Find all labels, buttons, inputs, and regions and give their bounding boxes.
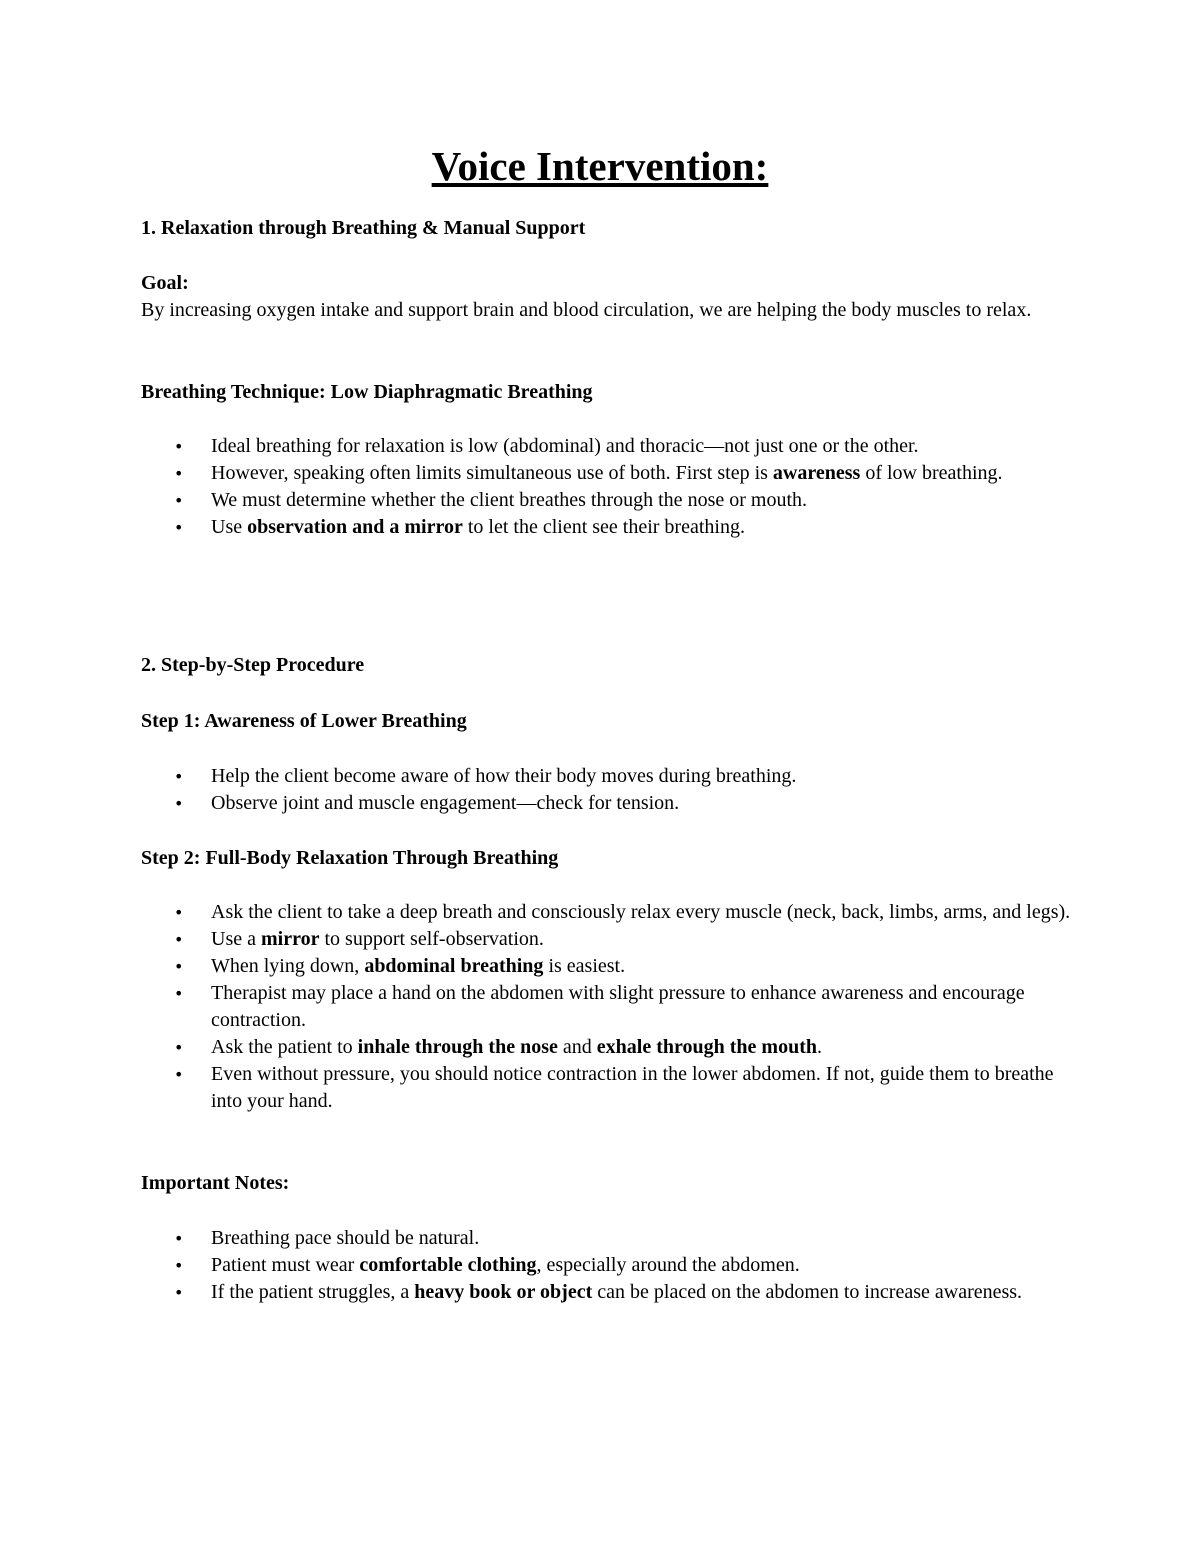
list-item: • Ideal breathing for relaxation is low (abdominal) and thoracic—not just one or the other. (0, 433, 1071, 460)
goal-text: By increasing oxygen intake and support brain and blood circulation, we are helping the body muscles to relax. (141, 299, 1032, 321)
list-item: • Therapist may place a hand on the abdomen with slight pressure to enhance awareness and encourage contraction. (0, 980, 1071, 1034)
step2-heading: Step 2: Full-Body Relaxation Through Breathing (141, 847, 559, 869)
step1-list (0, 763, 1200, 817)
list-item: • Patient must wear comfortable clothing, especially around the abdomen. (0, 1252, 1071, 1279)
document-title: Voice Intervention: (431, 143, 769, 189)
list-item: • Use observation and a mirror to let the client see their breathing. (0, 514, 1071, 541)
step2-list (0, 899, 1200, 1115)
list-item: • However, speaking often limits simultaneous use of both. First step is awareness of low breathing. (0, 460, 1071, 487)
step1-heading: Step 1: Awareness of Lower Breathing (141, 710, 467, 732)
section1-heading: 1. Relaxation through Breathing & Manual Support (141, 217, 586, 239)
list-item: • Breathing pace should be natural. (0, 1225, 1071, 1252)
list-item: • When lying down, abdominal breathing is easiest. (0, 953, 1071, 980)
list-item: • If the patient struggles, a heavy book or object can be placed on the abdomen to increase awareness. (0, 1279, 1071, 1306)
section2-heading: 2. Step-by-Step Procedure (141, 654, 365, 676)
list-item: • Observe joint and muscle engagement—check for tension. (0, 790, 1071, 817)
technique-list (0, 433, 1200, 541)
goal-label: Goal: (141, 272, 189, 294)
list-item: • Help the client become aware of how their body moves during breathing. (0, 763, 1071, 790)
notes-heading: Important Notes: (141, 1172, 290, 1194)
list-item: • We must determine whether the client breathes through the nose or mouth. (0, 487, 1071, 514)
technique-heading: Breathing Technique: Low Diaphragmatic Breathing (141, 381, 593, 403)
list-item: • Even without pressure, you should notice contraction in the lower abdomen. If not, guide them to breathe into your hand. (0, 1061, 1071, 1115)
notes-list (0, 1225, 1200, 1306)
list-item: • Ask the patient to inhale through the nose and exhale through the mouth. (0, 1034, 1071, 1061)
list-item: • Ask the client to take a deep breath and consciously relax every muscle (neck, back, limbs, arms, and legs). (0, 899, 1071, 926)
list-item: • Use a mirror to support self-observation. (0, 926, 1071, 953)
